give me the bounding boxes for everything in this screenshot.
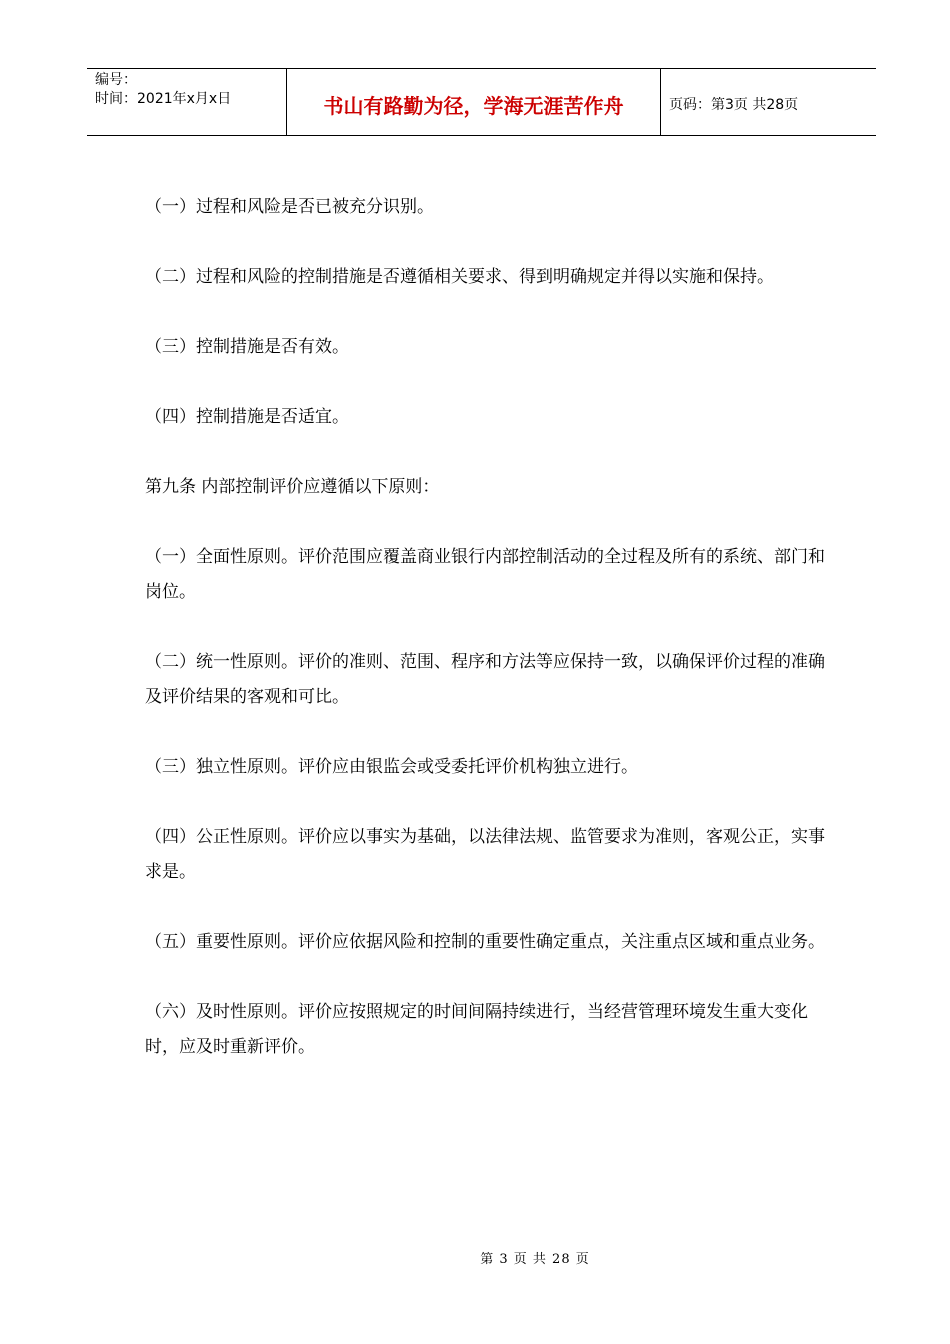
paragraph: （四）公正性原则。评价应以事实为基础，以法律法规、监管要求为准则，客观公正，实事求是。: [145, 827, 825, 882]
paragraph: （三）控制措施是否有效。: [145, 337, 349, 357]
document-body: [145, 190, 825, 1065]
date-label: 时间：2021年x月x日: [95, 91, 232, 107]
article-heading: 第九条 内部控制评价应遵循以下原则：: [145, 477, 440, 497]
paragraph: （二）过程和风险的控制措施是否遵循相关要求、得到明确规定并得以实施和保持。: [145, 267, 774, 287]
header-motto: 书山有路勤为径，学海无涯苦作舟: [287, 69, 661, 135]
page-footer: 第 3 页 共 28 页: [480, 1252, 590, 1267]
paragraph: （三）独立性原则。评价应由银监会或受委托评价机构独立进行。: [145, 757, 638, 777]
header-meta: [87, 69, 287, 135]
header-page-info: 页码：第3页 共28页: [669, 97, 799, 113]
paragraph: （四）控制措施是否适宜。: [145, 407, 349, 427]
paragraph: （二）统一性原则。评价的准则、范围、程序和方法等应保持一致，以确保评价过程的准确及评价结果的客观和可比。: [145, 652, 825, 707]
page-header: [87, 68, 876, 136]
number-label: 编号：: [95, 72, 137, 88]
paragraph: （一）过程和风险是否已被充分识别。: [145, 197, 434, 217]
paragraph: （六）及时性原则。评价应按照规定的时间间隔持续进行，当经营管理环境发生重大变化时，应及时重新评价。: [145, 1002, 808, 1057]
paragraph: （五）重要性原则。评价应依据风险和控制的重要性确定重点，关注重点区域和重点业务。: [145, 932, 825, 952]
paragraph: （一）全面性原则。评价范围应覆盖商业银行内部控制活动的全过程及所有的系统、部门和岗位。: [145, 547, 825, 602]
